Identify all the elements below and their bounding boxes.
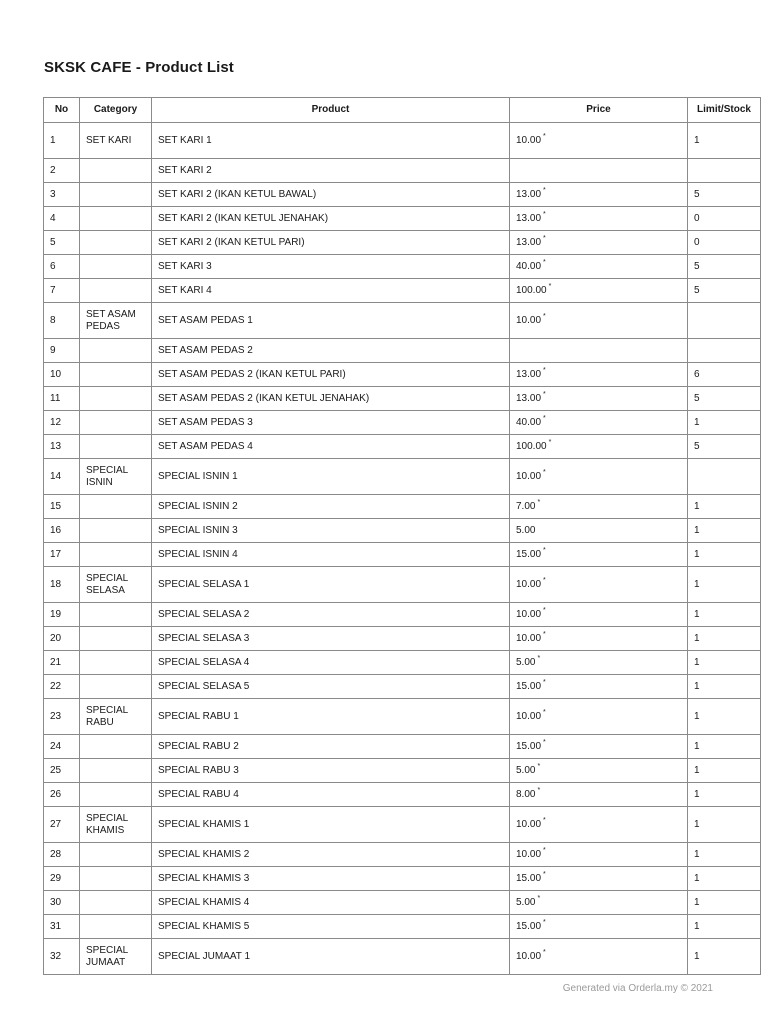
price-value: 40.00: [516, 416, 542, 428]
price-asterisk: *: [537, 895, 541, 903]
table-row: [44, 339, 761, 363]
price-value: 13.00: [516, 212, 542, 224]
cell-limit-stock: 1: [688, 627, 761, 651]
table-row: [44, 279, 761, 303]
price-asterisk: *: [543, 187, 546, 195]
table-row: [44, 303, 761, 339]
cell-category: [80, 651, 152, 675]
table-header-row: [44, 98, 761, 123]
table-row: [44, 651, 761, 675]
price-value: 7.00: [516, 500, 536, 512]
price-asterisk: *: [543, 949, 546, 957]
price-value: 5.00: [516, 656, 536, 668]
cell-category: [80, 843, 152, 867]
cell-price: [510, 339, 688, 363]
price-asterisk: *: [543, 739, 546, 747]
cell-no: 15: [44, 495, 80, 519]
cell-price: [510, 675, 688, 699]
cell-product: SPECIAL RABU 1: [152, 699, 510, 735]
product-table: [43, 97, 761, 975]
price-value: 8.00: [516, 788, 536, 800]
cell-category: [80, 675, 152, 699]
cell-product: SPECIAL KHAMIS 4: [152, 891, 510, 915]
cell-category: [80, 891, 152, 915]
cell-product: SPECIAL SELASA 3: [152, 627, 510, 651]
cell-category: [80, 783, 152, 807]
table-row: [44, 567, 761, 603]
table-row: [44, 735, 761, 759]
cell-product: SET ASAM PEDAS 1: [152, 303, 510, 339]
column-header-category: Category: [80, 98, 152, 123]
price-value: 10.00: [516, 950, 542, 962]
cell-category: [80, 183, 152, 207]
cell-no: 9: [44, 339, 80, 363]
cell-product: SET ASAM PEDAS 2 (IKAN KETUL PARI): [152, 363, 510, 387]
table-row: [44, 159, 761, 183]
cell-price: [510, 123, 688, 159]
cell-no: 4: [44, 207, 80, 231]
cell-no: 32: [44, 939, 80, 975]
table-row: [44, 255, 761, 279]
price-asterisk: *: [543, 817, 546, 825]
cell-category: [80, 735, 152, 759]
cell-limit-stock: 0: [688, 231, 761, 255]
cell-no: 28: [44, 843, 80, 867]
price-value: 15.00: [516, 872, 542, 884]
cell-price: [510, 363, 688, 387]
cell-category: [80, 915, 152, 939]
price-value: 10.00: [516, 848, 542, 860]
price-asterisk: *: [537, 763, 541, 771]
cell-price: [510, 303, 688, 339]
price-asterisk: *: [543, 577, 546, 585]
cell-limit-stock: 1: [688, 867, 761, 891]
cell-category: [80, 255, 152, 279]
cell-price: [510, 627, 688, 651]
cell-category: [80, 435, 152, 459]
cell-product: SPECIAL SELASA 2: [152, 603, 510, 627]
price-value: 10.00: [516, 710, 542, 722]
table-body: [44, 123, 761, 975]
cell-no: 23: [44, 699, 80, 735]
cell-no: 2: [44, 159, 80, 183]
cell-price: [510, 915, 688, 939]
cell-limit-stock: 1: [688, 519, 761, 543]
cell-no: 1: [44, 123, 80, 159]
price-value: 40.00: [516, 260, 542, 272]
cell-limit-stock: 5: [688, 435, 761, 459]
price-asterisk: *: [543, 547, 546, 555]
cell-category: [80, 627, 152, 651]
cell-no: 31: [44, 915, 80, 939]
cell-price: [510, 495, 688, 519]
cell-limit-stock: 1: [688, 759, 761, 783]
cell-no: 13: [44, 435, 80, 459]
table-row: [44, 363, 761, 387]
cell-limit-stock: [688, 159, 761, 183]
cell-category: SPECIAL ISNIN: [80, 459, 152, 495]
price-value: 15.00: [516, 548, 542, 560]
cell-product: SPECIAL ISNIN 4: [152, 543, 510, 567]
cell-product: SPECIAL ISNIN 1: [152, 459, 510, 495]
cell-category: [80, 759, 152, 783]
cell-price: [510, 783, 688, 807]
table-row: [44, 183, 761, 207]
price-value: 15.00: [516, 740, 542, 752]
cell-product: SPECIAL SELASA 5: [152, 675, 510, 699]
cell-no: 14: [44, 459, 80, 495]
cell-price: [510, 939, 688, 975]
cell-category: [80, 519, 152, 543]
cell-category: SPECIAL KHAMIS: [80, 807, 152, 843]
price-value: 10.00: [516, 314, 542, 326]
cell-no: 21: [44, 651, 80, 675]
cell-limit-stock: 5: [688, 387, 761, 411]
cell-limit-stock: 1: [688, 735, 761, 759]
cell-product: SPECIAL ISNIN 2: [152, 495, 510, 519]
price-value: 10.00: [516, 134, 542, 146]
cell-no: 24: [44, 735, 80, 759]
cell-category: SPECIAL JUMAAT: [80, 939, 152, 975]
cell-category: [80, 279, 152, 303]
price-asterisk: *: [543, 235, 546, 243]
cell-price: [510, 735, 688, 759]
cell-product: SPECIAL KHAMIS 1: [152, 807, 510, 843]
cell-no: 25: [44, 759, 80, 783]
cell-category: [80, 411, 152, 435]
cell-limit-stock: 5: [688, 255, 761, 279]
cell-product: SET ASAM PEDAS 2: [152, 339, 510, 363]
price-value: 10.00: [516, 578, 542, 590]
cell-no: 22: [44, 675, 80, 699]
page-title: SKSK CAFE - Product List: [44, 59, 234, 76]
cell-no: 8: [44, 303, 80, 339]
cell-product: SET KARI 2 (IKAN KETUL JENAHAK): [152, 207, 510, 231]
cell-category: [80, 339, 152, 363]
cell-price: [510, 255, 688, 279]
cell-price: [510, 807, 688, 843]
cell-category: [80, 543, 152, 567]
table-row: [44, 495, 761, 519]
cell-limit-stock: 1: [688, 939, 761, 975]
table-row: [44, 783, 761, 807]
cell-no: 3: [44, 183, 80, 207]
price-value: 5.00: [516, 896, 536, 908]
cell-limit-stock: 6: [688, 363, 761, 387]
price-value: 10.00: [516, 632, 542, 644]
table-row: [44, 807, 761, 843]
cell-product: SPECIAL JUMAAT 1: [152, 939, 510, 975]
table-row: [44, 411, 761, 435]
table-row: [44, 459, 761, 495]
price-value: 10.00: [516, 608, 542, 620]
cell-price: [510, 843, 688, 867]
table-row: [44, 939, 761, 975]
column-header-product: Product: [152, 98, 510, 123]
cell-limit-stock: [688, 339, 761, 363]
cell-no: 29: [44, 867, 80, 891]
cell-product: SET KARI 1: [152, 123, 510, 159]
cell-limit-stock: 1: [688, 123, 761, 159]
cell-no: 12: [44, 411, 80, 435]
cell-limit-stock: 1: [688, 807, 761, 843]
cell-limit-stock: 1: [688, 783, 761, 807]
price-asterisk: *: [537, 499, 541, 507]
cell-no: 20: [44, 627, 80, 651]
table-row: [44, 519, 761, 543]
cell-limit-stock: 1: [688, 567, 761, 603]
cell-limit-stock: [688, 459, 761, 495]
cell-limit-stock: 1: [688, 411, 761, 435]
cell-no: 16: [44, 519, 80, 543]
cell-limit-stock: 1: [688, 543, 761, 567]
price-asterisk: *: [548, 283, 552, 291]
cell-product: SPECIAL RABU 3: [152, 759, 510, 783]
footer-credit: Generated via Orderla.my © 2021: [562, 983, 713, 994]
table-row: [44, 603, 761, 627]
price-value: 100.00: [516, 440, 547, 452]
price-value: 15.00: [516, 680, 542, 692]
cell-product: SET ASAM PEDAS 2 (IKAN KETUL JENAHAK): [152, 387, 510, 411]
price-asterisk: *: [537, 787, 541, 795]
cell-price: [510, 207, 688, 231]
table-row: [44, 699, 761, 735]
cell-category: SPECIAL RABU: [80, 699, 152, 735]
cell-price: [510, 159, 688, 183]
table-row: [44, 891, 761, 915]
column-header-price: Price: [510, 98, 688, 123]
cell-no: 11: [44, 387, 80, 411]
table-row: [44, 231, 761, 255]
cell-limit-stock: 1: [688, 915, 761, 939]
cell-product: SPECIAL KHAMIS 2: [152, 843, 510, 867]
price-asterisk: *: [543, 679, 546, 687]
cell-no: 6: [44, 255, 80, 279]
cell-product: SET ASAM PEDAS 3: [152, 411, 510, 435]
cell-category: [80, 363, 152, 387]
price-asterisk: *: [543, 133, 546, 141]
table-row: [44, 675, 761, 699]
cell-price: [510, 231, 688, 255]
cell-price: [510, 891, 688, 915]
cell-price: [510, 867, 688, 891]
price-asterisk: *: [548, 439, 552, 447]
cell-category: [80, 603, 152, 627]
price-value: 100.00: [516, 284, 547, 296]
cell-no: 7: [44, 279, 80, 303]
table-row: [44, 627, 761, 651]
table-row: [44, 915, 761, 939]
price-value: 13.00: [516, 236, 542, 248]
price-asterisk: *: [543, 709, 546, 717]
cell-price: [510, 699, 688, 735]
price-asterisk: *: [543, 259, 546, 267]
cell-category: [80, 231, 152, 255]
cell-category: [80, 867, 152, 891]
price-value: 15.00: [516, 920, 542, 932]
price-asterisk: *: [543, 391, 546, 399]
cell-price: [510, 459, 688, 495]
cell-limit-stock: 1: [688, 651, 761, 675]
price-value: 5.00: [516, 764, 536, 776]
price-asterisk: *: [543, 631, 546, 639]
cell-category: SPECIAL SELASA: [80, 567, 152, 603]
cell-price: [510, 387, 688, 411]
cell-product: SET ASAM PEDAS 4: [152, 435, 510, 459]
column-header-no: No: [44, 98, 80, 123]
cell-limit-stock: 1: [688, 699, 761, 735]
price-asterisk: *: [543, 469, 546, 477]
cell-category: [80, 159, 152, 183]
cell-no: 26: [44, 783, 80, 807]
price-value: 13.00: [516, 392, 542, 404]
cell-price: [510, 543, 688, 567]
cell-price: [510, 567, 688, 603]
cell-product: SPECIAL SELASA 1: [152, 567, 510, 603]
cell-limit-stock: 1: [688, 495, 761, 519]
cell-no: 19: [44, 603, 80, 627]
cell-limit-stock: 5: [688, 183, 761, 207]
price-value: 10.00: [516, 470, 542, 482]
price-value: 13.00: [516, 368, 542, 380]
price-asterisk: *: [543, 313, 546, 321]
price-asterisk: *: [543, 607, 546, 615]
cell-price: [510, 603, 688, 627]
cell-limit-stock: 1: [688, 843, 761, 867]
cell-no: 18: [44, 567, 80, 603]
price-value: 10.00: [516, 818, 542, 830]
price-asterisk: *: [537, 655, 541, 663]
table-row: [44, 387, 761, 411]
cell-product: SET KARI 2: [152, 159, 510, 183]
cell-product: SPECIAL SELASA 4: [152, 651, 510, 675]
cell-limit-stock: [688, 303, 761, 339]
cell-no: 10: [44, 363, 80, 387]
cell-price: [510, 759, 688, 783]
cell-price: [510, 519, 688, 543]
price-asterisk: *: [543, 871, 546, 879]
cell-category: [80, 495, 152, 519]
cell-category: SET ASAM PEDAS: [80, 303, 152, 339]
cell-product: SET KARI 2 (IKAN KETUL PARI): [152, 231, 510, 255]
cell-limit-stock: 5: [688, 279, 761, 303]
cell-limit-stock: 0: [688, 207, 761, 231]
cell-product: SPECIAL RABU 2: [152, 735, 510, 759]
price-asterisk: *: [543, 367, 546, 375]
price-value: 5.00: [516, 524, 536, 536]
cell-price: [510, 279, 688, 303]
table-row: [44, 843, 761, 867]
cell-no: 17: [44, 543, 80, 567]
cell-product: SET KARI 2 (IKAN KETUL BAWAL): [152, 183, 510, 207]
price-asterisk: *: [543, 211, 546, 219]
cell-limit-stock: 1: [688, 675, 761, 699]
table-row: [44, 867, 761, 891]
cell-product: SPECIAL KHAMIS 5: [152, 915, 510, 939]
table-row: [44, 543, 761, 567]
cell-category: SET KARI: [80, 123, 152, 159]
table-row: [44, 207, 761, 231]
cell-product: SET KARI 4: [152, 279, 510, 303]
price-asterisk: *: [543, 415, 546, 423]
column-header-limit-stock: Limit/Stock: [688, 98, 761, 123]
price-asterisk: *: [543, 919, 546, 927]
cell-no: 27: [44, 807, 80, 843]
cell-category: [80, 207, 152, 231]
cell-product: SPECIAL ISNIN 3: [152, 519, 510, 543]
cell-price: [510, 435, 688, 459]
cell-no: 5: [44, 231, 80, 255]
price-asterisk: *: [543, 847, 546, 855]
cell-price: [510, 411, 688, 435]
cell-product: SPECIAL KHAMIS 3: [152, 867, 510, 891]
cell-product: SET KARI 3: [152, 255, 510, 279]
table-row: [44, 123, 761, 159]
cell-limit-stock: 1: [688, 603, 761, 627]
table-row: [44, 759, 761, 783]
cell-limit-stock: 1: [688, 891, 761, 915]
price-value: 13.00: [516, 188, 542, 200]
cell-price: [510, 183, 688, 207]
cell-product: SPECIAL RABU 4: [152, 783, 510, 807]
cell-category: [80, 387, 152, 411]
table-row: [44, 435, 761, 459]
cell-price: [510, 651, 688, 675]
cell-no: 30: [44, 891, 80, 915]
